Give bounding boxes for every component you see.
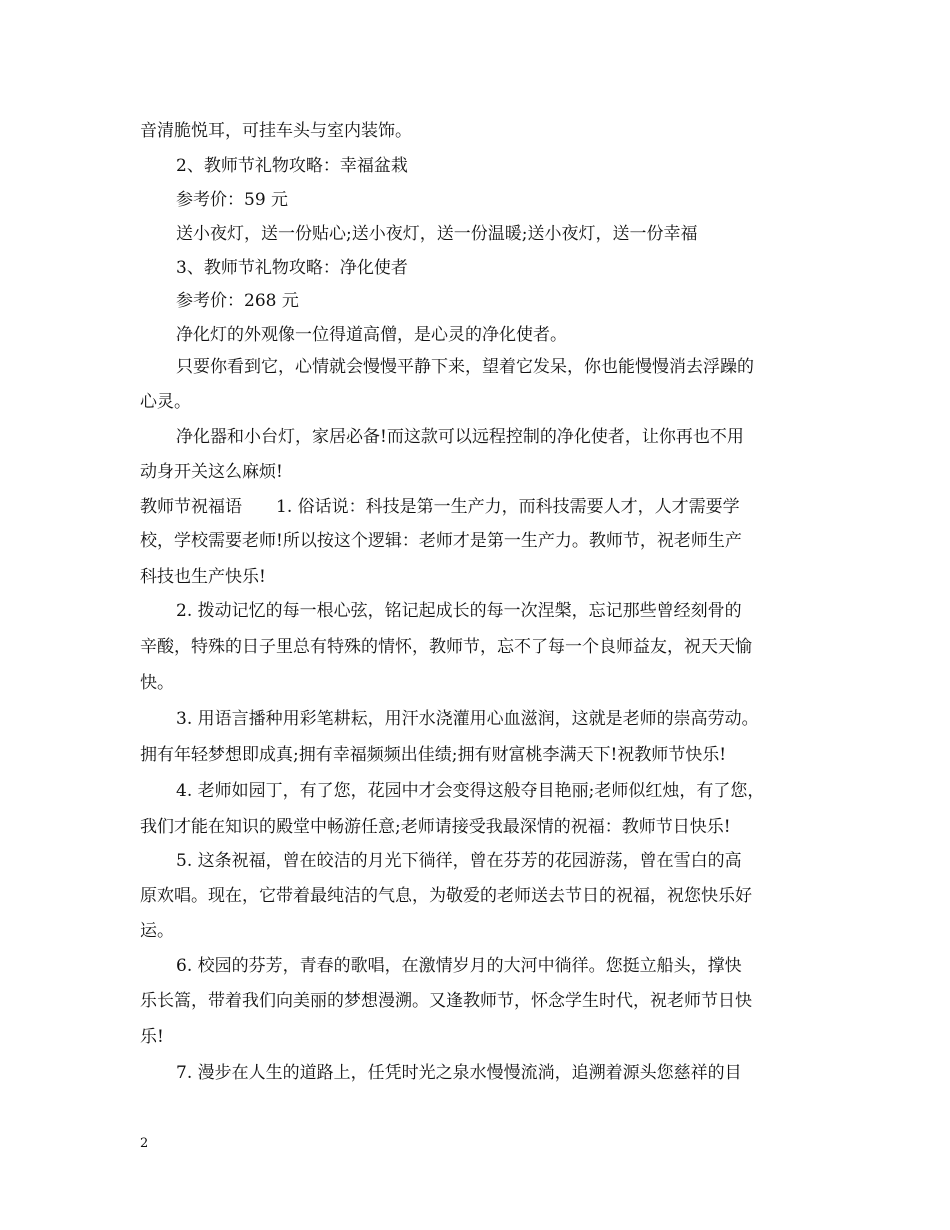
text-line: 净化器和小台灯，家居必备!而这款可以远程控制的净化使者，让你再也不用: [176, 427, 744, 447]
text-line: 参考价：59 元: [176, 190, 289, 210]
text-line: 原欢唱。现在，它带着最纯洁的气息，为敬爱的老师送去节日的祝福，祝您快乐好: [140, 886, 752, 906]
text-line: 音清脆悦耳，可挂车头与室内装饰。: [140, 121, 412, 141]
text-line: 科技也生产快乐!: [140, 567, 266, 587]
text-line: 4. 老师如园丁，有了您，花园中才会变得这般夺目艳丽;老师似红烛，有了您，: [176, 781, 765, 801]
text-line: 校，学校需要老师!所以按这个逻辑：老师才是第一生产力。教师节，祝老师生产: [140, 531, 742, 551]
text-line: 心灵。: [140, 392, 191, 412]
text-line: 只要你看到它，心情就会慢慢平静下来，望着它发呆，你也能慢慢消去浮躁的: [176, 357, 754, 377]
text-line: 6. 校园的芬芳，青春的歌唱，在激情岁月的大河中徜徉。您挺立船头，撑快: [176, 956, 742, 976]
page-number: 2: [140, 1136, 149, 1151]
text-line: 3. 用语言播种用彩笔耕耘，用汗水浇灌用心血滋润，这就是老师的崇高劳动。: [176, 709, 759, 729]
text-line: 3、教师节礼物攻略：净化使者: [176, 258, 408, 278]
text-line: 快。: [140, 673, 174, 693]
text-line: 参考价：268 元: [176, 291, 299, 311]
text-line: 净化灯的外观像一位得道高僧，是心灵的净化使者。: [176, 325, 567, 345]
text-line: 送小夜灯，送一份贴心;送小夜灯，送一份温暖;送小夜灯，送一份幸福: [176, 224, 698, 244]
text-line: 5. 这条祝福，曾在皎洁的月光下徜徉，曾在芬芳的花园游荡，曾在雪白的高: [176, 851, 742, 871]
text-line: 教师节祝福语 1. 俗话说：科技是第一生产力，而科技需要人才，人才需要学: [140, 497, 740, 517]
text-line: 拥有年轻梦想即成真;拥有幸福频频出佳绩;拥有财富桃李满天下!祝教师节快乐!: [140, 745, 727, 765]
text-line: 动身开关这么麻烦!: [140, 462, 283, 482]
text-line: 运。: [140, 921, 174, 941]
text-line: 辛酸，特殊的日子里总有特殊的情怀，教师节，忘不了每一个良师益友，祝天天愉: [140, 637, 752, 657]
text-line: 2. 拨动记忆的每一根心弦，铭记起成长的每一次涅槃，忘记那些曾经刻骨的: [176, 601, 742, 621]
text-line: 2、教师节礼物攻略：幸福盆栽: [176, 156, 408, 176]
text-line: 7. 漫步在人生的道路上，任凭时光之泉水慢慢流淌，追溯着源头您慈祥的目: [176, 1063, 742, 1083]
text-line: 我们才能在知识的殿堂中畅游任意;老师请接受我最深情的祝福：教师节日快乐!: [140, 817, 731, 837]
text-line: 乐!: [140, 1027, 164, 1047]
text-line: 乐长篙，带着我们向美丽的梦想漫溯。又逢教师节，怀念学生时代，祝老师节日快: [140, 991, 752, 1011]
